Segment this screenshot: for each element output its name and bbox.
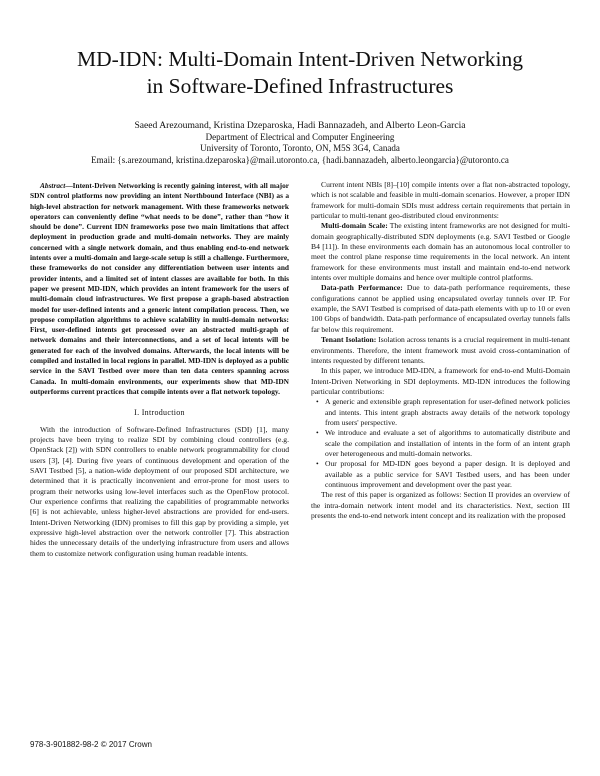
datapath-paragraph [311,283,570,335]
paper-title-line-1: MD-IDN: Multi-Domain Intent-Driven Networking [76,47,524,71]
authors: Saeed Arezoumand, Kristina Dzeparoska, Hadi Bannazadeh, and Alberto Leon-Garcia [134,120,466,131]
abstract [30,181,289,397]
mdidn-intro-paragraph: In this paper, we introduce MD-IDN, a framework for end-to-end Multi-Domain Intent-Driven Networking in SDI deployments. MD-IDN introduces the following particular contributions: [311,366,570,396]
bullet-icon: • [316,428,319,438]
list-item: • We introduce and evaluate a set of algorithms to automatically distribute and scale the compilation and installation of intents in the form of an intent graph over heterogeneous and multi-domain networks. [316,428,570,458]
tenant-text: Isolation across tenants is a crucial requirement in multi-tenant environments. Therefore, the intent framework must avoid cross-contamination of intents requested by different tenants. [311,335,570,365]
datapath-label: Data-path Performance: [321,283,403,293]
paper-title-line-2: in Software-Defined Infrastructures [146,74,454,98]
abstract-text: —Intent-Driven Networking is recently gaining interest, with all major SDN control platforms now providing an intent Northbound Interface (NBI) as a high-level abstraction for network management. With these frameworks network operators can conveniently define “what needs to be done”, rather than “how it should be done”. Current IDN frameworks pose two main limitations that affect deployment in production grade and multi-domain networks. They are mainly concerned with a single network domain, and thus enabling end-to-end network intents over a multi-domain and large-scale setup is still a challenge. Furthermore, these frameworks do not consider any differentiation between user intents and provider intents, and a limited set of intent classes are available for both. In this paper we present MD-IDN, which provides an intent framework for the users of multi-domain cloud infrastructures. We first propose a graph-based abstraction model for user-defined intents and a generic intent compilation process. Then, we propose compilation algorithms to achieve scalability in multi-domain networks: First, user-defined intents get processed over an abstracted multi-graph of network domains and their interconnections, and a set of local intents will be generated for each of the involved domains. Afterwards, the local intents will be compiled and installed in local regions in parallel. MD-IDN is deployed as a public service in the SAVI Testbed over more than ten data centers spanning across Canada. In multi-domain environments, our experiments show that MD-IDN outperforms current practices that compile intents over a flat network topology. [30,181,289,396]
section-heading-introduction: I. Introduction [134,408,185,418]
multi-domain-paragraph [311,221,570,283]
affiliation-department: Department of Electrical and Computer Engineering [205,132,395,142]
contribution-list [311,397,570,490]
list-item: • Our proposal for MD-IDN goes beyond a paper design. It is deployed and available as a public service for SAVI Testbed users, and has been under continuous improvement and development over the past year. [316,459,570,489]
left-column [30,181,289,559]
multi-domain-text: The existing intent frameworks are not designed for multi-domain geographically-distributed SDN deployments (e.g. SAVI Testbed or Google B4 [11]). In these environments each domain has an autonomous local controller to meet the control plane response time requirements in the local network. An intent framework for these environments must install and maintain end-to-end network intents over multiple domains and hence over multiple control platforms. [311,221,570,283]
datapath-text: Due to data-path performance requirements, these configurations cannot be applied using encapsulated overlay tunnels over IP. For example, the SAVI Testbed is comprised of data-path elements with up to 10 or even 100 Gbps of bandwidth. Data-path performance of encapsulated overlay tunnels falls far below this requirement. [311,283,570,334]
bullet-icon: • [316,397,319,407]
copyright-footer: 978-3-901882-98-2 © 2017 Crown [30,740,152,749]
right-column [311,180,570,521]
affiliation-university: University of Toronto, Toronto, ON, M5S 3G4, Canada [200,143,400,153]
paper-organization-paragraph: The rest of this paper is organized as follows: Section II provides an overview of the intra-domain network intent model and its characteristics. Next, section III presents the end-to-end network intent concept and its realization with the proposed [311,490,570,520]
right-paragraph-1: Current intent NBIs [8]–[10] compile intents over a flat non-abstracted topology, which is not scalable and feasible in multi-domain scenarios. However, a proper IDN framework for multi-domain SDIs must address certain requirements that pertain in particular to multi-tenant geo-distributed cloud environments: [311,180,570,221]
multi-domain-label: Multi-domain Scale: [321,221,388,231]
bullet-icon: • [316,459,319,469]
affiliation-email: Email: {s.arezoumand, kristina.dzeparoska}@mail.utoronto.ca, {hadi.bannazadeh, alberto.leongarcia}@utoronto.ca [91,155,509,165]
intro-paragraph: With the introduction of Software-Defined Infrastructures (SDI) [1], many projects have been trying to realize SDI by combining cloud controllers (e.g. OpenStack [2]) with SDN controllers to enable network programmability for cloud users [3], [4]. During five years of continuous development and operation of the SAVI Testbed [5], a nation-wide deployment of our proposed SDI architecture, we determined that it is practically inconvenient and error-prone for most users to program their networks using low-level interfaces such as the OpenFlow protocol. Our experience confirms that realizing the capabilities of programmable networks [6] is not achievable, unless higher-level abstractions are provided for end-users. Intent-Driven Networking (IDN) promises to fill this gap by providing a simple, yet expressive high-level abstraction over the network controller [7]. This abstraction hides the unnecessary details of the underlying infrastructure from users and allows them to customize network configuration using human readable intents. [30,424,289,558]
abstract-lead: Abstract [40,181,66,190]
list-item: • A generic and extensible graph representation for user-defined network policies and intents. This intent graph abstracts away details of the network topology from users' perspective. [316,397,570,427]
tenant-label: Tenant Isolation: [321,335,377,345]
tenant-paragraph [311,335,570,366]
